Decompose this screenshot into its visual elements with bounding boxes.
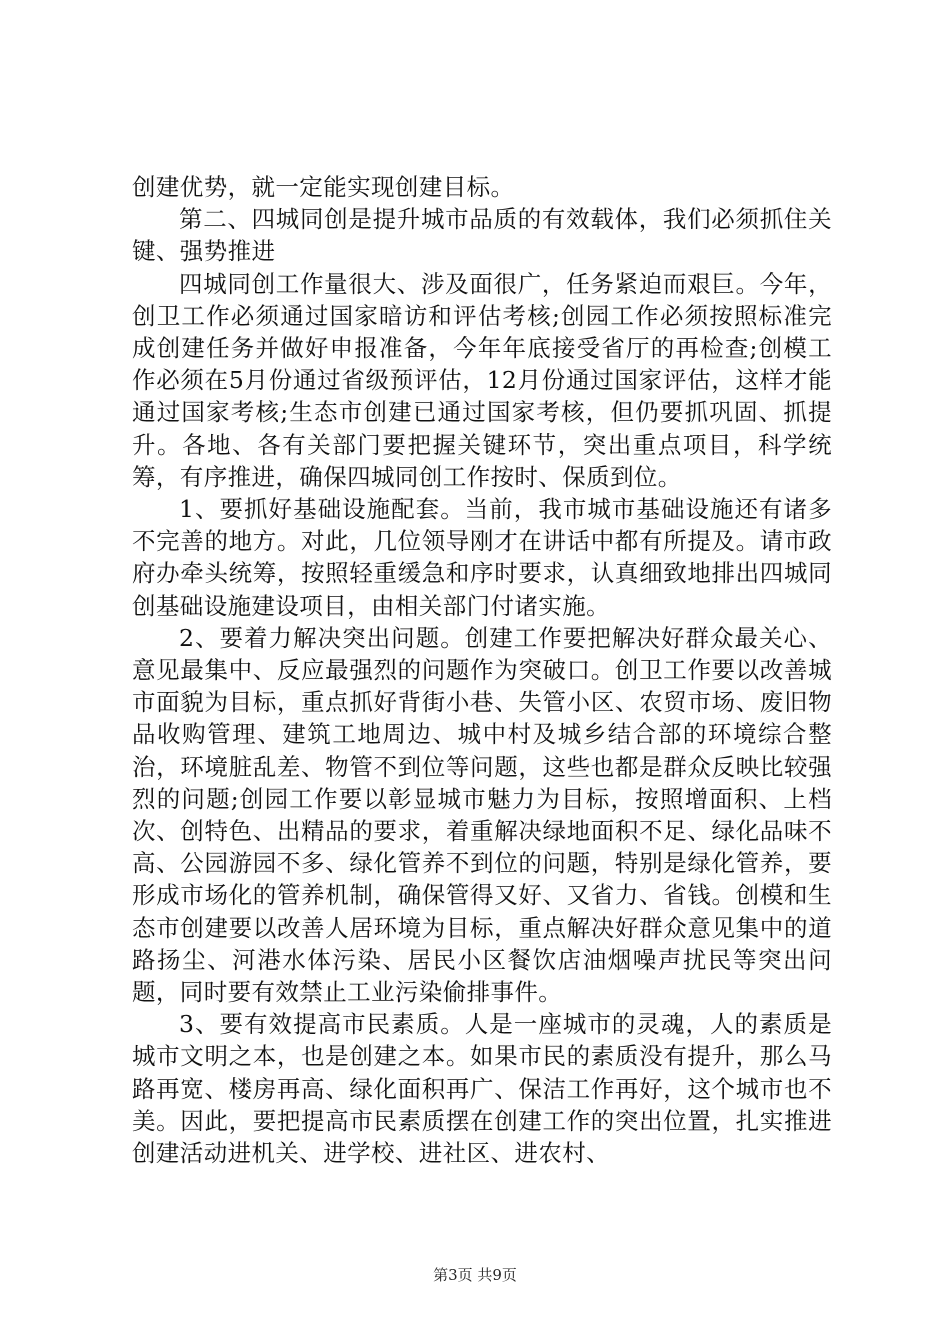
document-body	[132, 171, 832, 1169]
paragraph-infrastructure: 1、要抓好基础设施配套。当前，我市城市基础设施还有诸多不完善的地方。对此，几位领导刚才在讲话中都有所提及。请市政府办牵头统筹，按照轻重缓急和序时要求，认真细致地排出四城同创基础设施建设项目，由相关部门付诸实施。	[132, 495, 832, 620]
paragraph-overview: 四城同创工作量很大、涉及面很广，任务紧迫而艰巨。今年，创卫工作必须通过国家暗访和评估考核;创园工作必须按照标准完成创建任务并做好申报准备，今年年底接受省厅的再检查;创模工作必须在5月份通过省级预评估，12月份通过国家评估，这样才能通过国家考核;生态市创建已通过国家考核，但仍要抓巩固、抓提升。各地、各有关部门要把握关键环节，突出重点项目，科学统筹，有序推进，确保四城同创工作按时、保质到位。	[132, 269, 832, 491]
page-number-footer: 第3页 共9页	[433, 1266, 517, 1284]
paragraph-citizen-quality: 3、要有效提高市民素质。人是一座城市的灵魂，人的素质是城市文明之本，也是创建之本。如果市民的素质没有提升，那么马路再宽、楼房再高、绿化面积再广、保洁工作再好，这个城市也不美。因此，要把提高市民素质摆在创建工作的突出位置，扎实推进创建活动进机关、进学校、进社区、进农村、	[132, 1010, 832, 1168]
paragraph-heading-second: 第二、四城同创是提升城市品质的有效载体，我们必须抓住关键、强势推进	[132, 205, 832, 266]
paragraph-continuation: 创建优势，就一定能实现创建目标。	[132, 173, 515, 201]
paragraph-problems: 2、要着力解决突出问题。创建工作要把解决好群众最关心、意见最集中、反应最强烈的问题作为突破口。创卫工作要以改善城市面貌为目标，重点抓好背街小巷、失管小区、农贸市场、废旧物品收购管理、建筑工地周边、城中村及城乡结合部的环境综合整治，环境脏乱差、物管不到位等问题，这些也都是群众反映比较强烈的问题;创园工作要以彰显城市魅力为目标，按照增面积、上档次、创特色、出精品的要求，着重解决绿地面积不足、绿化品味不高、公园游园不多、绿化管养不到位的问题，特别是绿化管养，要形成市场化的管养机制，确保管得又好、又省力、省钱。创模和生态市创建要以改善人居环境为目标，重点解决好群众意见集中的道路扬尘、河港水体污染、居民小区餐饮店油烟噪声扰民等突出问题，同时要有效禁止工业污染偷排事件。	[132, 623, 832, 1007]
